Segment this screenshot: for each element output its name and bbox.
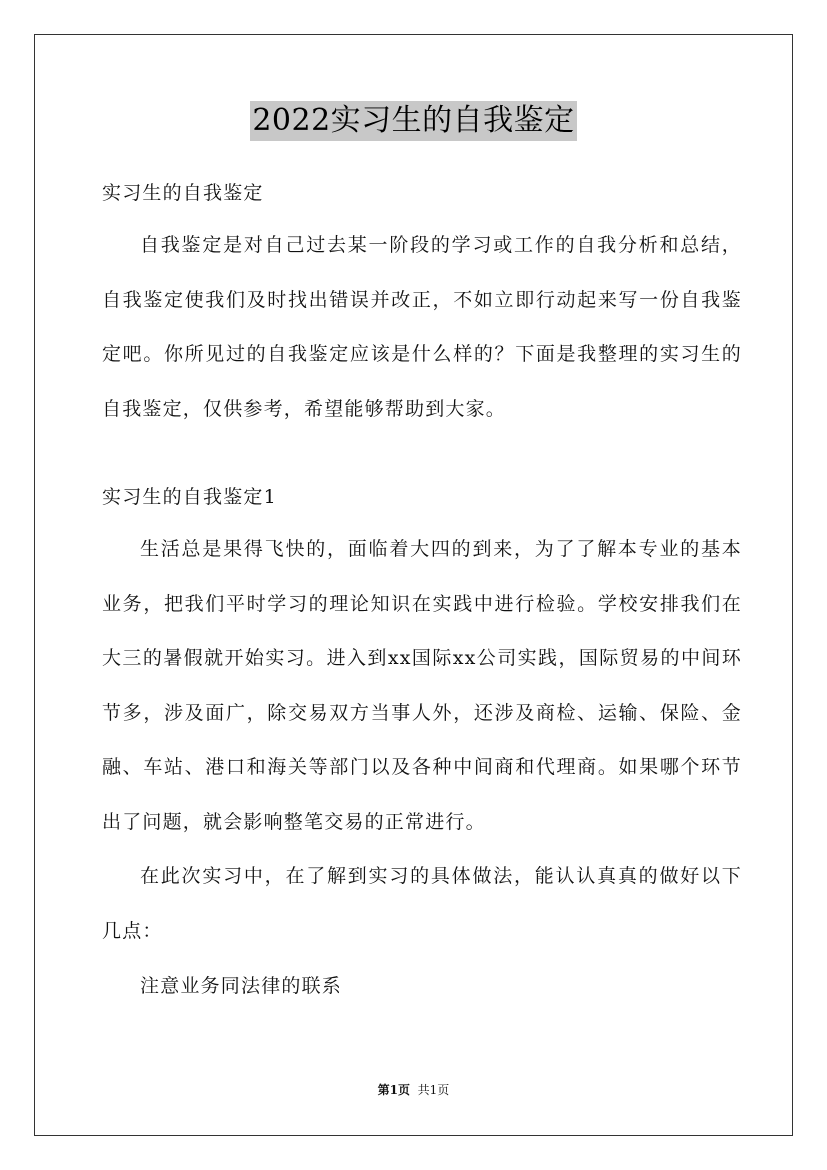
section1-heading: 实习生的自我鉴定1 [102, 486, 277, 508]
intro-paragraph: 自我鉴定是对自己过去某一阶段的学习或工作的自我分析和总结，自我鉴定使我们及时找出错误并改正，不如立即行动起来写一份自我鉴定吧。你所见过的自我鉴定应该是什么样的？下面是我整理的实习生的自我鉴定，仅供参考，希望能够帮助到大家。 [102, 234, 742, 420]
page-footer [0, 1082, 827, 1098]
page-total: 共1页 [417, 1083, 450, 1097]
page-number: 第1页 [377, 1083, 411, 1097]
section1-paragraph-2: 在此次实习中，在了解到实习的具体做法，能认认真真的做好以下几点： [102, 865, 742, 942]
title-container [0, 101, 827, 141]
section1-paragraph-1: 生活总是果得飞快的，面临着大四的到来，为了了解本专业的基本业务，把我们平时学习的理论知识在实践中进行检验。学校安排我们在大三的暑假就开始实习。进入到xx国际xx公司实践，国际贸易的中间环节多，涉及面广，除交易双方当事人外，还涉及商检、运输、保险、金融、车站、港口和海关等部门以及各种中间商和代理商。如果哪个环节出了问题，就会影响整笔交易的正常进行。 [102, 538, 742, 833]
section-gap [102, 436, 742, 476]
document-body [102, 172, 742, 1014]
document-title: 2022实习生的自我鉴定 [250, 101, 576, 141]
section-heading: 实习生的自我鉴定 [102, 182, 264, 204]
section1-item-1: 注意业务同法律的联系 [140, 975, 343, 997]
